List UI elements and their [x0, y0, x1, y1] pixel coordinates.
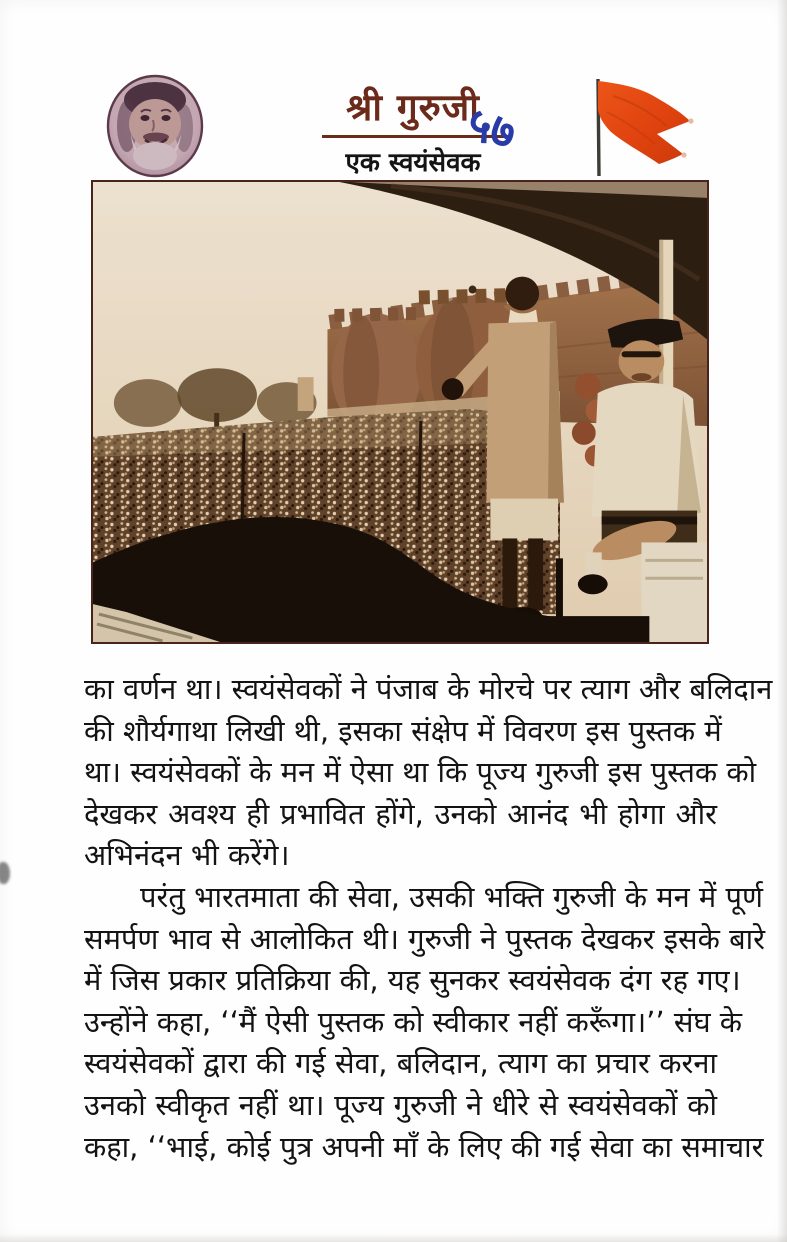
text-line: परंतु भारतमाता की सेवा, उसकी भक्ति गुरुजी के मन में पूर्ण — [140, 879, 763, 914]
body-text — [84, 669, 773, 1168]
saffron-flag-icon — [583, 74, 705, 182]
page-title: श्री गुरुजी — [346, 86, 480, 129]
guruji-portrait-icon — [105, 74, 205, 178]
text-line: उनको स्वीकृत नहीं था। पूज्य गुरुजी ने धीरे से स्वयंसेवकों को — [84, 1087, 717, 1122]
text-line: कहा, ‘‘भाई, कोई पुत्र अपनी माँ के लिए की गई सेवा का समाचार — [84, 1129, 764, 1164]
historical-photo — [91, 180, 709, 644]
text-line: अभिनंदन भी करेंगे। — [84, 838, 290, 873]
page-number: ५७ — [461, 95, 522, 160]
text-line: स्वयंसेवकों द्वारा की गई सेवा, बलिदान, त्याग का प्रचार करना — [84, 1046, 717, 1081]
text-line: का वर्णन था। स्वयंसेवकों ने पंजाब के मोरचे पर त्याग और बलिदान — [84, 672, 773, 706]
text-line: था। स्वयंसेवकों के मन में ऐसा था कि पूज्य गुरुजी इस पुस्तक को — [84, 755, 757, 790]
text-line: देखकर अवश्य ही प्रभावित होंगे, उनको आनंद भी होगा और — [84, 796, 717, 831]
scan-smudge-artifact — [0, 862, 10, 884]
text-line: में जिस प्रकार प्रतिक्रिया की, यह सुनकर स्वयंसेवक दंग रह गए। — [84, 963, 741, 998]
text-line: की शौर्यगाथा लिखी थी, इसका संक्षेप में विवरण इस पुस्तक में — [84, 713, 722, 748]
text-line: समर्पण भाव से आलोकित थी। गुरुजी ने पुस्तक देखकर इसके बारे — [84, 921, 765, 956]
scan-bottom-shade — [0, 1234, 787, 1242]
text-line: उन्होंने कहा, ‘‘मैं ऐसी पुस्तक को स्वीकार नहीं करूँगा।’’ संघ के — [84, 1004, 743, 1039]
scan-edge-shade — [777, 0, 787, 1242]
page-subtitle: एक स्वयंसेवक — [345, 147, 481, 178]
